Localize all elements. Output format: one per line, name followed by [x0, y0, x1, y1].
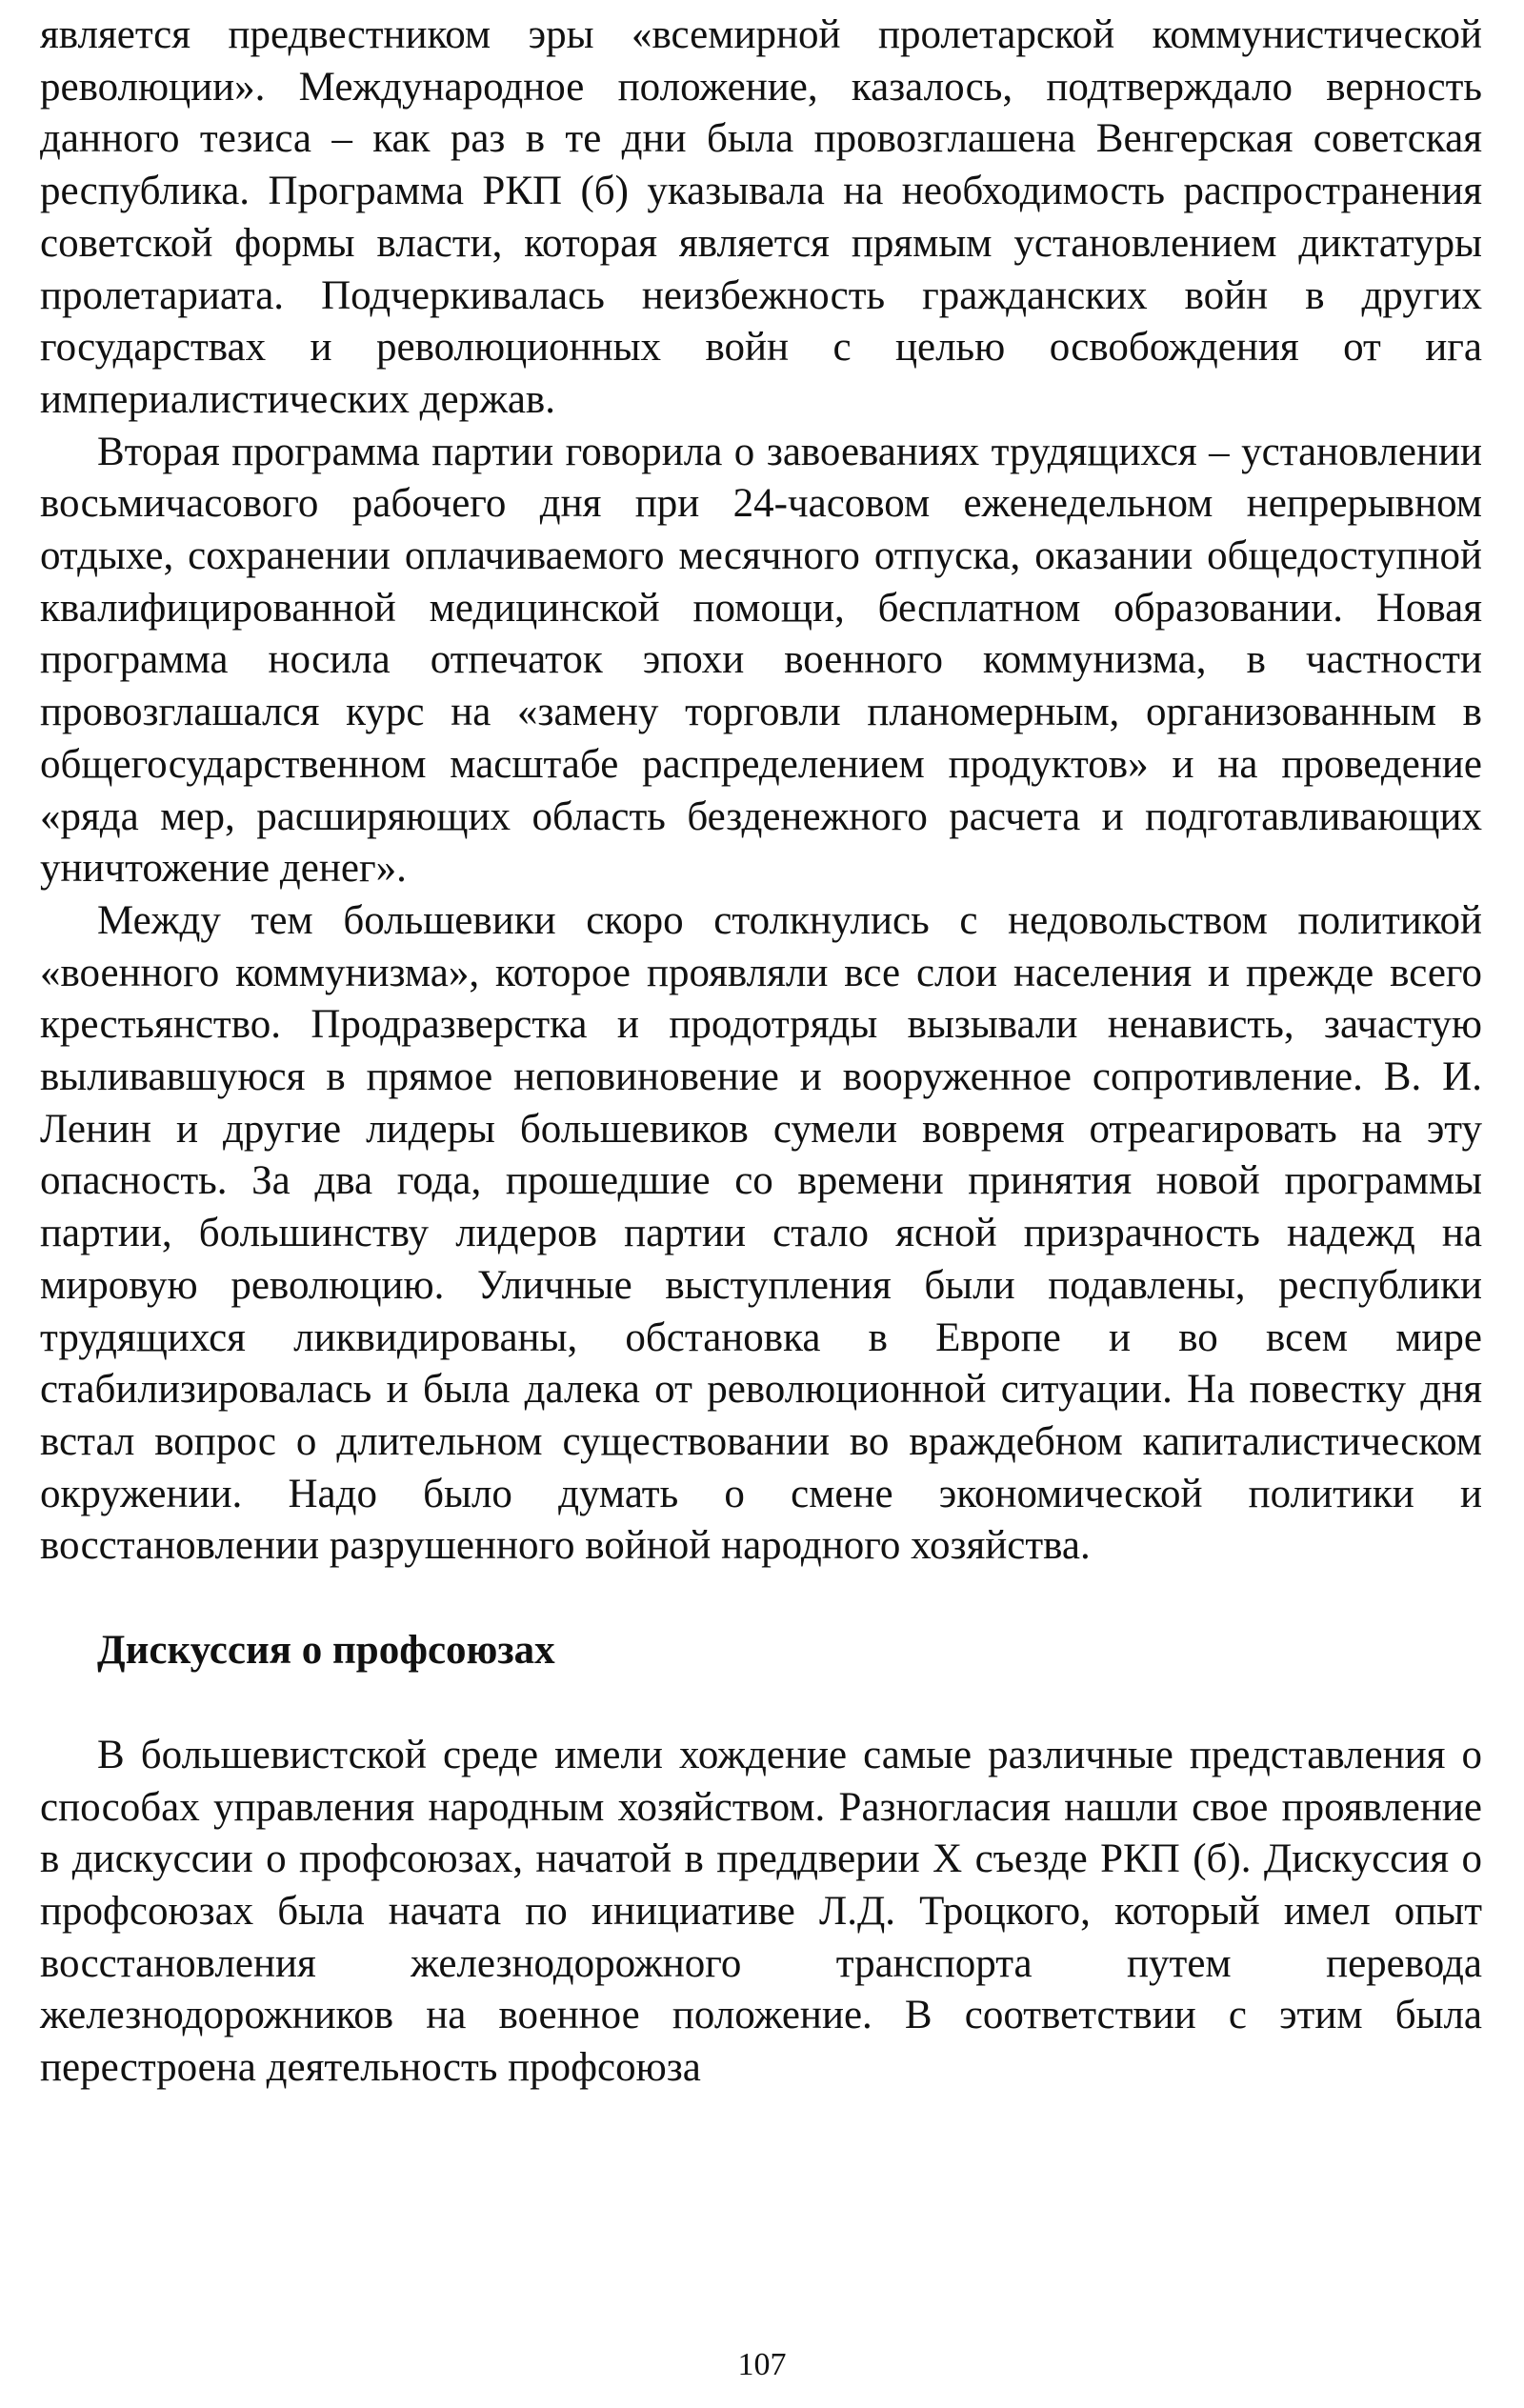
paragraph-party-program: Вторая программа партии говорила о завоеваниях трудящихся – установлении восьмичасового рабочего дня при 24-часовом еженедельном непрерывном отдыхе, сохранении оплачиваемого месячного отпуска, оказании общедоступной квалифицированной медицинской помощи, бесплатном образовании. Новая программа носила отпечаток эпохи военного коммунизма, в частности провозглашался курс на «замену торговли планомерным, организованным в общегосударственном масштабе распределением продуктов» и на проведение «ряда мер, расширяющих область безденежного расчета и подготавливающих уничтожение денег». [40, 429, 1482, 892]
paragraph-war-communism: Между тем большевики скоро столкнулись с недовольством политикой «военного коммунизма», которое проявляли все слои населения и прежде всего крестьянство. Продразверстка и продотряды вызывали ненависть, зачастую выливавшуюся в прямое неповиновение и вооруженное сопротивление. В. И. Ленин и другие лидеры большевиков сумели вовремя отреагировать на эту опасность. За два года, прошедшие со времени принятия новой программы партии, большинству лидеров партии стало ясной призрачность надежд на мировую революцию. Уличные выступления были подавлены, республики трудящихся ликвидированы, обстановка в Европе и во всем мире стабилизировалась и была далека от революционной ситуации. На повестку дня встал вопрос о длительном существовании во враждебном капиталистическом окружении. Надо было думать о смене экономической политики и восстановлении разрушенного войной народного хозяйства. [40, 897, 1482, 1569]
paragraph-continuation: является предвестником эры «всемирной пролетарской коммунистической революции». Международное положение, казалось, подтверждало верность данного тезиса – как раз в те дни была провозглашена Венгерская советская республика. Программа РКП (б) указывала на необходимость распространения советской формы власти, которая является прямым установлением диктатуры пролетариата. Подчеркивалась неизбежность гражданских войн в других государствах и революционных войн с целью освобождения от ига империалистических держав. [40, 12, 1482, 422]
page-number: 107 [737, 2347, 787, 2382]
paragraph-trade-unions: В большевистской среде имели хождение самые различные представления о способах управления народным хозяйством. Разногласия нашли свое проявление в дискуссии о профсоюзах, начатой в преддверии X съезде РКП (б). Дискуссия о профсоюзах была начата по инициативе Л.Д. Троцкого, который имел опыт восстановления железнодорожного транспорта путем перевода железнодорожников на военное положение. В соответствии с этим была перестроена деятельность профсоюза [40, 1732, 1482, 2091]
spacer [40, 1677, 1482, 1730]
spacer [40, 1573, 1482, 1625]
page-body [40, 10, 1482, 2095]
section-heading: Дискуссия о профсоюзах [97, 1628, 555, 1674]
